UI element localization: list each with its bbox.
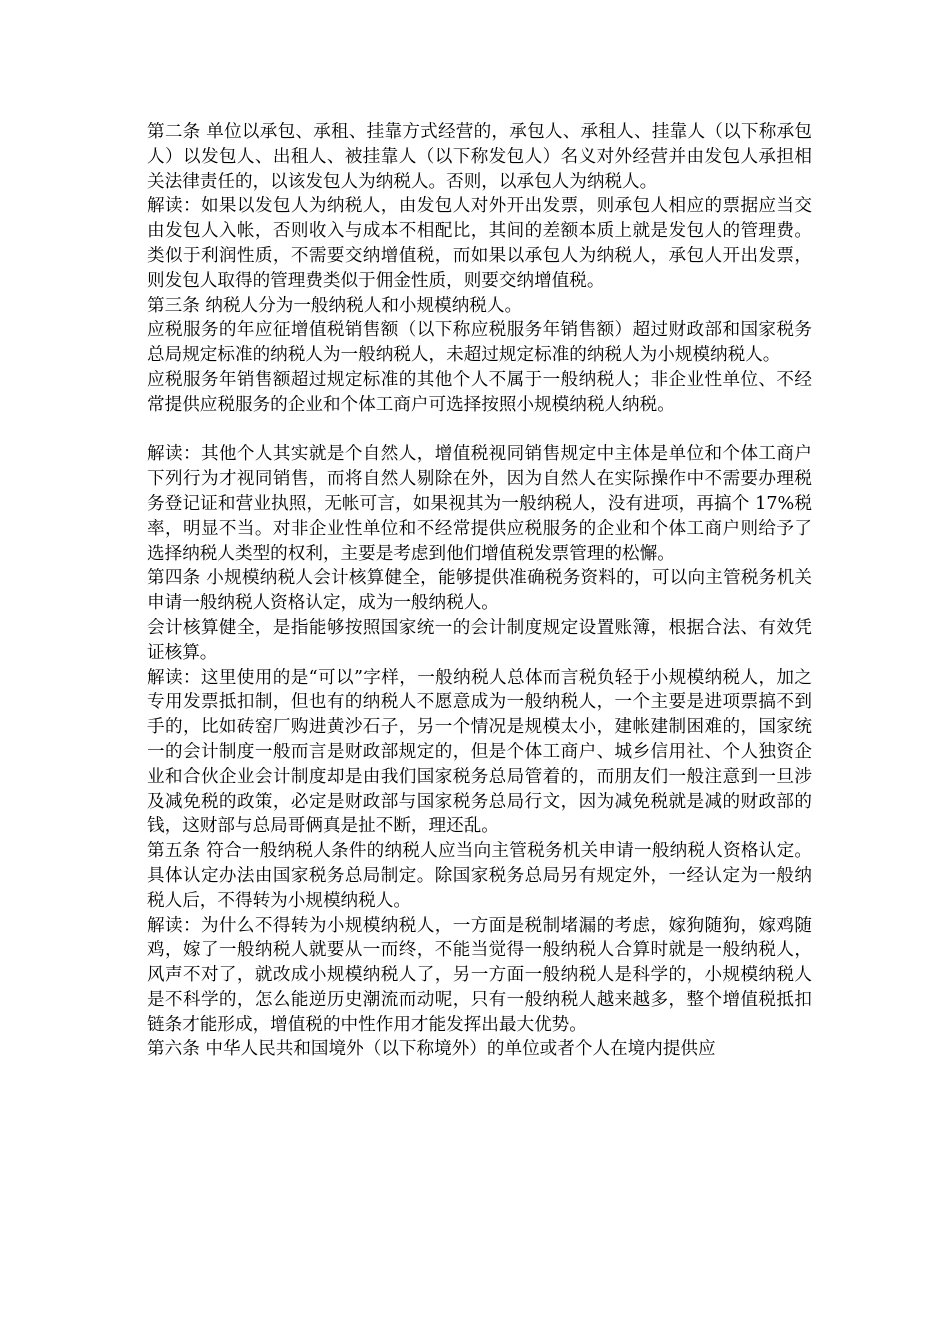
document-body bbox=[147, 120, 812, 1062]
article-2-paragraph: 第二条 单位以承包、承租、挂靠方式经营的，承包人、承租人、挂靠人（以下称承包人）以发包人、出租人、被挂靠人（以下称发包人）名义对外经营并由发包人承担相关法律责任的，以该发包人为纳税人。否则，以承包人为纳税人。 bbox=[147, 122, 812, 192]
article-3-paragraph: 第三条 纳税人分为一般纳税人和小规模纳税人。 bbox=[147, 295, 523, 316]
article-4-clause-1: 会计核算健全，是指能够按照国家统一的会计制度规定设置账簿，根据合法、有效凭证核算。 bbox=[147, 617, 812, 663]
article-4-paragraph: 第四条 小规模纳税人会计核算健全，能够提供准确税务资料的，可以向主管税务机关申请一般纳税人资格认定，成为一般纳税人。 bbox=[147, 568, 812, 614]
article-5-paragraph: 第五条 符合一般纳税人条件的纳税人应当向主管税务机关申请一般纳税人资格认定。具体认定办法由国家税务总局制定。除国家税务总局另有规定外，一经认定为一般纳税人后，不得转为小规模纳税人。 bbox=[147, 841, 812, 911]
article-3-interpretation: 解读：其他个人其实就是个自然人，增值税视同销售规定中主体是单位和个体工商户下列行为才视同销售，而将自然人剔除在外，因为自然人在实际操作中不需要办理税务登记证和营业执照，无帐可言，如果视其为一般纳税人，没有进项，再搞个 17%税率，明显不当。对非企业性单位和不经常提供应税服务的企业和个体工商户则给予了选择纳税人类型的权利，主要是考虑到他们增值税发票管理的松懈。 bbox=[147, 444, 812, 564]
article-3-clause-1: 应税服务的年应征增值税销售额（以下称应税服务年销售额）超过财政部和国家税务总局规定标准的纳税人为一般纳税人，未超过规定标准的纳税人为小规模纳税人。 bbox=[147, 320, 812, 366]
article-5-interpretation: 解读：为什么不得转为小规模纳税人，一方面是税制堵漏的考虑，嫁狗随狗，嫁鸡随鸡，嫁了一般纳税人就要从一而终，不能当觉得一般纳税人合算时就是一般纳税人，风声不对了，就改成小规模纳税人了，另一方面一般纳税人是科学的，小规模纳税人是不科学的，怎么能逆历史潮流而动呢，只有一般纳税人越来越多，整个增值税抵扣链条才能形成，增值税的中性作用才能发挥出最大优势。 bbox=[147, 915, 812, 1035]
article-3-clause-2: 应税服务年销售额超过规定标准的其他个人不属于一般纳税人；非企业性单位、不经常提供应税服务的企业和个体工商户可选择按照小规模纳税人纳税。 bbox=[147, 369, 812, 415]
article-2-interpretation: 解读：如果以发包人为纳税人，由发包人对外开出发票，则承包人相应的票据应当交由发包人入帐，否则收入与成本不相配比，其间的差额本质上就是发包人的管理费。类似于利润性质，不需要交纳增值税，而如果以承包人为纳税人，承包人开出发票，则发包人取得的管理费类似于佣金性质，则要交纳增值税。 bbox=[147, 196, 812, 291]
article-6-paragraph: 第六条 中华人民共和国境外（以下称境外）的单位或者个人在境内提供应 bbox=[147, 1039, 716, 1060]
paragraph-spacer bbox=[147, 418, 812, 443]
article-4-interpretation: 解读：这里使用的是“可以”字样，一般纳税人总体而言税负轻于小规模纳税人，加之专用发票抵扣制，但也有的纳税人不愿意成为一般纳税人，一个主要是进项票搞不到手的，比如砖窑厂购进黄沙石子，另一个情况是规模太小，建帐建制困难的，国家统一的会计制度一般而言是财政部规定的，但是个体工商户、城乡信用社、个人独资企业和合伙企业会计制度却是由我们国家税务总局管着的，而朋友们一般注意到一旦涉及减免税的政策，必定是财政部与国家税务总局行文，因为减免税就是减的财政部的钱，这财部与总局哥俩真是扯不断，理还乱。 bbox=[147, 667, 812, 837]
